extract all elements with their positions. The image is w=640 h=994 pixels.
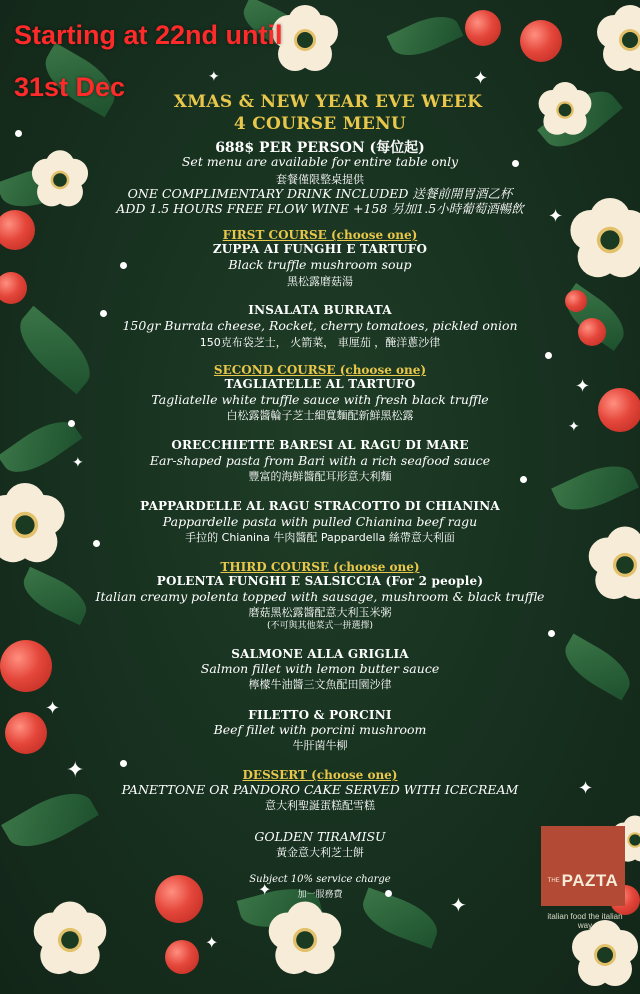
sparkle-star: ✦ xyxy=(66,758,85,783)
sparkle-dot xyxy=(120,760,127,767)
dish-name-cn: 白松露醬輪子芝士細寬麵配新鮮黑松露 xyxy=(226,409,414,422)
dish-name: PANETTONE OR PANDORO CAKE SERVED WITH ICECREAM xyxy=(121,782,519,797)
flower-decoration xyxy=(595,5,640,75)
flower-decoration xyxy=(570,920,640,990)
sparkle-dot xyxy=(545,352,552,359)
complimentary-drink-note: ONE COMPLIMENTARY DRINK INCLUDED 送餐前開胃酒乙杯 xyxy=(127,186,513,201)
dish-note-cn: (不可與其他菜式一拼選擇) xyxy=(266,621,374,631)
dish-name-cn: 磨菇黑松露醬配意大利玉米粥 xyxy=(248,606,392,619)
dish-description: Tagliatelle white truffle sauce with fresh black truffle xyxy=(151,392,489,407)
menu-title-line-1: XMAS & NEW YEAR EVE WEEK xyxy=(173,92,483,112)
sparkle-star: ✦ xyxy=(208,69,220,85)
dish-name: INSALATA BURRATA xyxy=(248,303,392,317)
dish-description: Salmon fillet with lemon butter sauce xyxy=(200,661,440,676)
sparkle-star: ✦ xyxy=(568,419,580,435)
berry-decoration xyxy=(165,940,199,974)
dish-name-cn: 黑松露磨菇湯 xyxy=(287,275,353,288)
promo-line-1: Starting at 22nd until xyxy=(14,20,283,50)
dish-name-cn: 黃金意大利芝士餅 xyxy=(276,846,364,859)
dish-name-cn: 檸檬牛油醬三文魚配田園沙律 xyxy=(248,678,392,691)
dish-description: Pappardelle pasta with pulled Chianina beef ragu xyxy=(162,514,478,529)
pazta-logo xyxy=(541,826,625,906)
logo-text: PAZTA xyxy=(561,871,619,890)
dish-name: TAGLIATELLE AL TARTUFO xyxy=(224,377,416,391)
dish-description: Black truffle mushroom soup xyxy=(228,257,412,272)
berry-decoration xyxy=(520,20,562,62)
logo-tagline: italian food the italian way xyxy=(547,912,623,930)
flower-decoration xyxy=(267,902,344,979)
service-charge-note: Subject 10% service charge xyxy=(249,874,391,885)
sparkle-star: ✦ xyxy=(575,376,591,397)
dish-description: Italian creamy polenta topped with sausage, mushroom & black truffle xyxy=(95,589,545,604)
sparkle-star: ✦ xyxy=(548,206,564,227)
sparkle-star: ✦ xyxy=(258,880,272,899)
berry-decoration xyxy=(465,10,501,46)
dish-name: ZUPPA AI FUNGHI E TARTUFO xyxy=(212,242,428,256)
third-course-heading: THIRD COURSE (choose one) xyxy=(220,560,420,574)
sparkle-star: ✦ xyxy=(473,68,489,89)
set-menu-note-cn: 套餐僅限整桌提供 xyxy=(276,173,364,186)
dish-name: PAPPARDELLE AL RAGU STRACOTTO DI CHIANINA xyxy=(140,499,500,513)
sparkle-star: ✦ xyxy=(578,778,594,799)
set-menu-note: Set menu are available for entire table only xyxy=(181,154,459,169)
sparkle-star: ✦ xyxy=(205,933,219,952)
dish-name: ORECCHIETTE BARESI AL RAGU DI MARE xyxy=(171,438,469,452)
service-charge-note-cn: 加一服務費 xyxy=(297,890,343,900)
dessert-heading: DESSERT (choose one) xyxy=(242,768,398,782)
flower-decoration xyxy=(32,902,109,979)
free-flow-wine-note: ADD 1.5 HOURS FREE FLOW WINE +158 另加1.5小時葡萄酒暢飲 xyxy=(116,201,524,216)
second-course-heading: SECOND COURSE (choose one) xyxy=(213,363,427,377)
first-course-heading: FIRST COURSE (choose one) xyxy=(222,228,418,242)
dish-name-cn: 意大利聖誕蛋糕配雪糕 xyxy=(265,799,375,812)
dish-name-cn: 豐富的海鮮醬配耳形意大利麵 xyxy=(248,470,392,483)
dish-description: Ear-shaped pasta from Bari with a rich seafood sauce xyxy=(149,453,491,468)
dish-name-cn: 手拉的 Chianina 牛肉醬配 Pappardella 絲帶意大利面 xyxy=(185,531,455,544)
dish-description: Beef fillet with porcini mushroom xyxy=(213,722,427,737)
dish-name: SALMONE ALLA GRIGLIA xyxy=(231,647,409,661)
sparkle-star: ✦ xyxy=(45,698,61,719)
menu-title-line-2: 4 COURSE MENU xyxy=(233,114,407,134)
dish-description: 150gr Burrata cheese, Rocket, cherry tomatoes, pickled onion xyxy=(122,318,518,333)
price-per-person: 688$ PER PERSON (每位起) xyxy=(215,140,425,156)
sparkle-star: ✦ xyxy=(450,893,467,917)
dish-name-cn: 牛肝菌牛柳 xyxy=(292,739,348,752)
sparkle-dot xyxy=(548,630,555,637)
dish-name: GOLDEN TIRAMISU xyxy=(254,829,386,844)
dish-name: FILETTO & PORCINI xyxy=(248,708,392,722)
promo-line-2: 31st Dec xyxy=(14,72,126,102)
dish-name-cn: 150克布袋芝士， 火箭菜， 車厘茄 ，醃洋蔥沙律 xyxy=(199,336,441,349)
sparkle-star: ✦ xyxy=(72,455,84,471)
dish-name: POLENTA FUNGHI E SALSICCIA (For 2 people) xyxy=(156,574,484,588)
logo-prefix: THE xyxy=(547,878,560,884)
